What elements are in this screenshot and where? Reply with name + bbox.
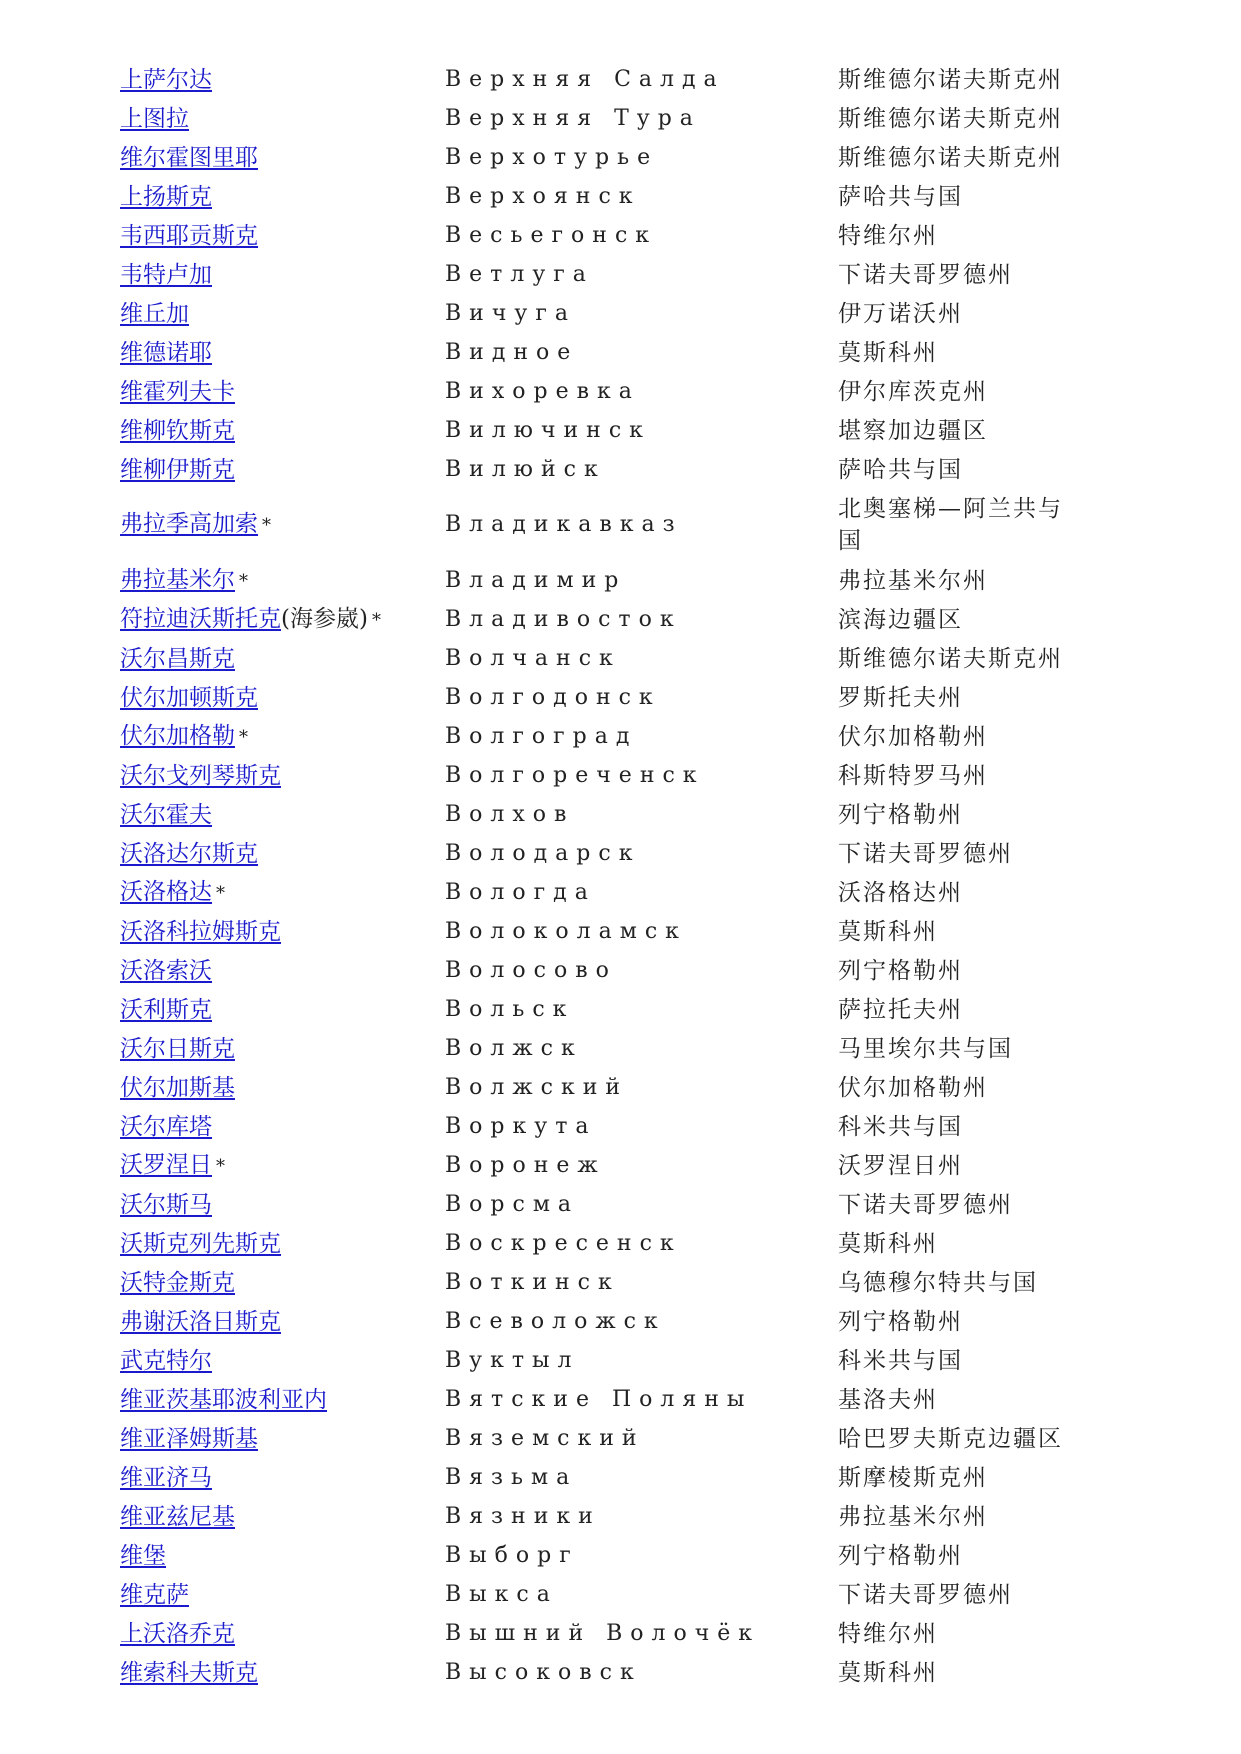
region-cell: 伊尔库茨克州: [838, 378, 988, 405]
region-cell: 北奥塞梯—阿兰共与国: [838, 496, 1063, 554]
region-cell: 萨哈共与国: [838, 456, 963, 483]
region-cell: 科米共与国: [838, 1347, 963, 1374]
chinese-name-cell: [120, 1149, 445, 1183]
chinese-name-cell: [120, 1306, 445, 1338]
city-link[interactable]: 上沃洛乔克: [120, 1620, 235, 1647]
region-cell: 斯维德尔诺夫斯克州: [838, 645, 1063, 672]
table-row: [120, 1419, 1080, 1458]
chinese-name-cell: [120, 508, 445, 542]
chinese-name-cell: [120, 337, 445, 369]
region-cell: 沃罗涅日州: [838, 1152, 963, 1179]
russian-name-cell: Выкса: [445, 1581, 558, 1607]
chinese-name-cell: [120, 1462, 445, 1494]
region-cell: 乌德穆尔特共与国: [838, 1269, 1038, 1296]
chinese-name-cell: [120, 838, 445, 870]
city-link[interactable]: 上图拉: [120, 105, 189, 132]
city-link[interactable]: 沃尔斯马: [120, 1191, 212, 1218]
region-cell: 斯维德尔诺夫斯克州: [838, 105, 1063, 132]
russian-name-cell: Верхняя Тура: [445, 105, 701, 131]
city-link[interactable]: 伏尔加格勒: [120, 722, 235, 749]
city-link[interactable]: 上扬斯克: [120, 183, 212, 210]
table-row: [120, 795, 1080, 834]
city-link[interactable]: 沃尔昌斯克: [120, 645, 235, 672]
russian-name-cell: Волгоград: [445, 723, 638, 749]
chinese-name-cell: [120, 603, 445, 637]
city-link[interactable]: 沃罗涅日: [120, 1151, 212, 1178]
russian-name-cell: Вилюйск: [445, 456, 606, 482]
chinese-name-cell: [120, 643, 445, 675]
region-cell: 下诺夫哥罗德州: [838, 1581, 1013, 1608]
chinese-name-cell: [120, 454, 445, 486]
city-link[interactable]: 维克萨: [120, 1581, 189, 1608]
city-link[interactable]: 维尔霍图里耶: [120, 144, 258, 171]
russian-name-cell: Верхоянск: [445, 183, 641, 209]
table-row: [120, 1302, 1080, 1341]
russian-name-cell: Владикавказ: [445, 512, 683, 537]
table-row: [120, 1380, 1080, 1419]
city-table: [120, 60, 1080, 1692]
chinese-name-cell: [120, 799, 445, 831]
city-link[interactable]: 沃斯克列先斯克: [120, 1230, 281, 1257]
region-cell: 斯维德尔诺夫斯克州: [838, 144, 1063, 171]
table-row: [120, 951, 1080, 990]
chinese-name-cell: [120, 876, 445, 910]
russian-name-cell: Верхотурье: [445, 144, 659, 170]
region-cell: 弗拉基米尔州: [838, 567, 988, 594]
table-row: [120, 450, 1080, 489]
table-row: [120, 561, 1080, 600]
russian-name-cell: Владивосток: [445, 606, 682, 632]
city-link[interactable]: 伏尔加顿斯克: [120, 684, 258, 711]
chinese-name-cell: [120, 1072, 445, 1104]
russian-name-cell: Вязники: [445, 1503, 601, 1529]
russian-name-cell: Волжский: [445, 1074, 629, 1100]
region-cell: 莫斯科州: [838, 918, 938, 945]
chinese-name-cell: [120, 955, 445, 987]
table-row: [120, 1497, 1080, 1536]
table-row: [120, 756, 1080, 795]
table-row: [120, 912, 1080, 951]
city-link[interactable]: 维堡: [120, 1542, 166, 1569]
chinese-name-cell: [120, 1501, 445, 1533]
city-link[interactable]: 伏尔加斯基: [120, 1074, 235, 1101]
table-row: [120, 1107, 1080, 1146]
city-link[interactable]: 沃特金斯克: [120, 1269, 235, 1296]
region-cell: 罗斯托夫州: [838, 684, 963, 711]
table-row: [120, 138, 1080, 177]
russian-name-cell: Волгореченск: [445, 762, 705, 788]
table-row: [120, 1224, 1080, 1263]
table-row: [120, 678, 1080, 717]
russian-name-cell: Вуктыл: [445, 1347, 580, 1373]
table-row: [120, 600, 1080, 639]
chinese-name-cell: [120, 220, 445, 252]
chinese-name-cell: [120, 1189, 445, 1221]
table-row: [120, 639, 1080, 678]
table-row: [120, 177, 1080, 216]
chinese-name-cell: [120, 376, 445, 408]
city-link[interactable]: 韦西耶贡斯克: [120, 222, 258, 249]
russian-name-cell: Волчанск: [445, 645, 621, 671]
city-link[interactable]: 沃尔库塔: [120, 1113, 212, 1140]
russian-name-cell: Верхняя Салда: [445, 66, 725, 92]
region-cell: 堪察加边疆区: [838, 417, 988, 444]
table-row: [120, 255, 1080, 294]
russian-name-cell: Волгодонск: [445, 684, 661, 710]
table-row: [120, 1146, 1080, 1185]
russian-name-cell: Вышний Волочёк: [445, 1620, 761, 1646]
city-link[interactable]: 武克特尔: [120, 1347, 212, 1374]
asterisk-marker: *: [216, 1155, 225, 1177]
city-link[interactable]: 沃尔日斯克: [120, 1035, 235, 1062]
city-link[interactable]: 维索科夫斯克: [120, 1659, 258, 1686]
chinese-name-cell: [120, 1384, 445, 1416]
table-row: [120, 1614, 1080, 1653]
city-link[interactable]: 维霍列夫卡: [120, 378, 235, 405]
region-cell: 基洛夫州: [838, 1386, 938, 1413]
table-row: [120, 294, 1080, 333]
chinese-name-cell: [120, 142, 445, 174]
asterisk-marker: *: [216, 882, 225, 904]
russian-name-cell: Высоковск: [445, 1659, 642, 1685]
chinese-name-cell: [120, 103, 445, 135]
russian-name-cell: Вичуга: [445, 300, 576, 326]
table-row: [120, 489, 1080, 561]
table-row: [120, 990, 1080, 1029]
city-link[interactable]: 沃洛达尔斯克: [120, 840, 258, 867]
chinese-name-cell: [120, 298, 445, 330]
chinese-name-cell: [120, 1579, 445, 1611]
russian-name-cell: Вязьма: [445, 1464, 578, 1490]
city-link[interactable]: 符拉迪沃斯托克: [120, 605, 281, 632]
region-cell: 萨哈共与国: [838, 183, 963, 210]
region-cell: 萨拉托夫州: [838, 996, 963, 1023]
table-row: [120, 1263, 1080, 1302]
chinese-name-cell: [120, 259, 445, 291]
city-alias-note: (海参崴): [281, 605, 368, 632]
region-cell: 列宁格勒州: [838, 957, 963, 984]
city-link[interactable]: 维亚泽姆斯基: [120, 1425, 258, 1452]
table-row: [120, 1653, 1080, 1692]
table-row: [120, 1029, 1080, 1068]
chinese-name-cell: [120, 415, 445, 447]
russian-name-cell: Вихоревка: [445, 378, 640, 404]
chinese-name-cell: [120, 1267, 445, 1299]
region-cell: 列宁格勒州: [838, 1308, 963, 1335]
region-cell: 下诺夫哥罗德州: [838, 1191, 1013, 1218]
asterisk-marker: *: [239, 570, 248, 592]
russian-name-cell: Волоколамск: [445, 918, 687, 944]
region-cell: 伊万诺沃州: [838, 300, 963, 327]
russian-name-cell: Воткинск: [445, 1269, 620, 1295]
city-link[interactable]: 沃洛格达: [120, 878, 212, 905]
russian-name-cell: Воронеж: [445, 1152, 606, 1178]
city-link[interactable]: 弗谢沃洛日斯克: [120, 1308, 281, 1335]
russian-name-cell: Володарск: [445, 840, 641, 866]
city-link[interactable]: 上萨尔达: [120, 66, 212, 93]
russian-name-cell: Весьегонск: [445, 222, 658, 248]
russian-name-cell: Воскресенск: [445, 1230, 682, 1256]
city-link[interactable]: 维柳钦斯克: [120, 417, 235, 444]
city-link[interactable]: 维亚济马: [120, 1464, 212, 1491]
table-row: [120, 216, 1080, 255]
chinese-name-cell: [120, 994, 445, 1026]
chinese-name-cell: [120, 1540, 445, 1572]
chinese-name-cell: [120, 1618, 445, 1650]
russian-name-cell: Вятские Поляны: [445, 1386, 753, 1412]
region-cell: 科斯特罗马州: [838, 762, 988, 789]
chinese-name-cell: [120, 1657, 445, 1689]
table-row: [120, 372, 1080, 411]
region-cell: 下诺夫哥罗德州: [838, 840, 1013, 867]
region-cell: 弗拉基米尔州: [838, 1503, 988, 1530]
chinese-name-cell: [120, 64, 445, 96]
city-link[interactable]: 沃尔霍夫: [120, 801, 212, 828]
city-link[interactable]: 沃尔戈列琴斯克: [120, 762, 281, 789]
city-link[interactable]: 沃洛科拉姆斯克: [120, 918, 281, 945]
region-cell: 特维尔州: [838, 1620, 938, 1647]
table-row: [120, 411, 1080, 450]
table-row: [120, 834, 1080, 873]
region-cell: 马里埃尔共与国: [838, 1035, 1013, 1062]
region-cell: 哈巴罗夫斯克边疆区: [838, 1425, 1063, 1452]
region-cell: 伏尔加格勒州: [838, 1074, 988, 1101]
russian-name-cell: Владимир: [445, 567, 627, 593]
city-link[interactable]: 维德诺耶: [120, 339, 212, 366]
region-cell: 下诺夫哥罗德州: [838, 261, 1013, 288]
russian-name-cell: Вилючинск: [445, 417, 651, 443]
region-cell: 斯摩棱斯克州: [838, 1464, 988, 1491]
russian-name-cell: Волхов: [445, 801, 575, 827]
table-row: [120, 1575, 1080, 1614]
table-row: [120, 1341, 1080, 1380]
region-cell: 伏尔加格勒州: [838, 723, 988, 750]
table-row: [120, 1068, 1080, 1107]
chinese-name-cell: [120, 916, 445, 948]
region-cell: 特维尔州: [838, 222, 938, 249]
table-row: [120, 1536, 1080, 1575]
table-row: [120, 60, 1080, 99]
city-link[interactable]: 沃洛索沃: [120, 957, 212, 984]
region-cell: 斯维德尔诺夫斯克州: [838, 66, 1063, 93]
table-row: [120, 873, 1080, 912]
city-link[interactable]: 维亚兹尼基: [120, 1503, 235, 1530]
city-link[interactable]: 沃利斯克: [120, 996, 212, 1023]
chinese-name-cell: [120, 760, 445, 792]
asterisk-marker: *: [371, 609, 381, 631]
chinese-name-cell: [120, 181, 445, 213]
russian-name-cell: Выборг: [445, 1542, 579, 1568]
table-row: [120, 1458, 1080, 1497]
table-row: [120, 333, 1080, 372]
chinese-name-cell: [120, 1033, 445, 1065]
chinese-name-cell: [120, 682, 445, 714]
russian-name-cell: Ворсма: [445, 1191, 580, 1217]
table-row: [120, 1185, 1080, 1224]
russian-name-cell: Вяземский: [445, 1425, 645, 1451]
chinese-name-cell: [120, 1111, 445, 1143]
chinese-name-cell: [120, 1228, 445, 1260]
region-cell: 莫斯科州: [838, 1230, 938, 1257]
region-cell: 莫斯科州: [838, 1659, 938, 1686]
russian-name-cell: Всеволожск: [445, 1308, 666, 1334]
russian-name-cell: Ветлуга: [445, 261, 594, 287]
city-link[interactable]: 弗拉基米尔: [120, 566, 235, 593]
asterisk-marker: *: [262, 515, 271, 536]
russian-name-cell: Волосово: [445, 957, 617, 983]
region-cell: 列宁格勒州: [838, 801, 963, 828]
russian-name-cell: Волжск: [445, 1035, 583, 1061]
city-link[interactable]: 弗拉季高加索: [120, 511, 258, 537]
russian-name-cell: Воркута: [445, 1113, 597, 1139]
asterisk-marker: *: [239, 726, 248, 748]
russian-name-cell: Вологда: [445, 879, 596, 905]
chinese-name-cell: [120, 564, 445, 598]
russian-name-cell: Видное: [445, 339, 579, 365]
region-cell: 科米共与国: [838, 1113, 963, 1140]
city-link[interactable]: 韦特卢加: [120, 261, 212, 288]
region-cell: 列宁格勒州: [838, 1542, 963, 1569]
table-row: [120, 717, 1080, 756]
russian-name-cell: Вольск: [445, 996, 575, 1022]
city-link[interactable]: 维亚茨基耶波利亚内: [120, 1386, 327, 1413]
city-link[interactable]: 维柳伊斯克: [120, 456, 235, 483]
chinese-name-cell: [120, 1423, 445, 1455]
city-link[interactable]: 维丘加: [120, 300, 189, 327]
table-row: [120, 99, 1080, 138]
region-cell: 滨海边疆区: [838, 606, 963, 633]
region-cell: 沃洛格达州: [838, 879, 963, 906]
region-cell: 莫斯科州: [838, 339, 938, 366]
chinese-name-cell: [120, 1345, 445, 1377]
chinese-name-cell: [120, 720, 445, 754]
